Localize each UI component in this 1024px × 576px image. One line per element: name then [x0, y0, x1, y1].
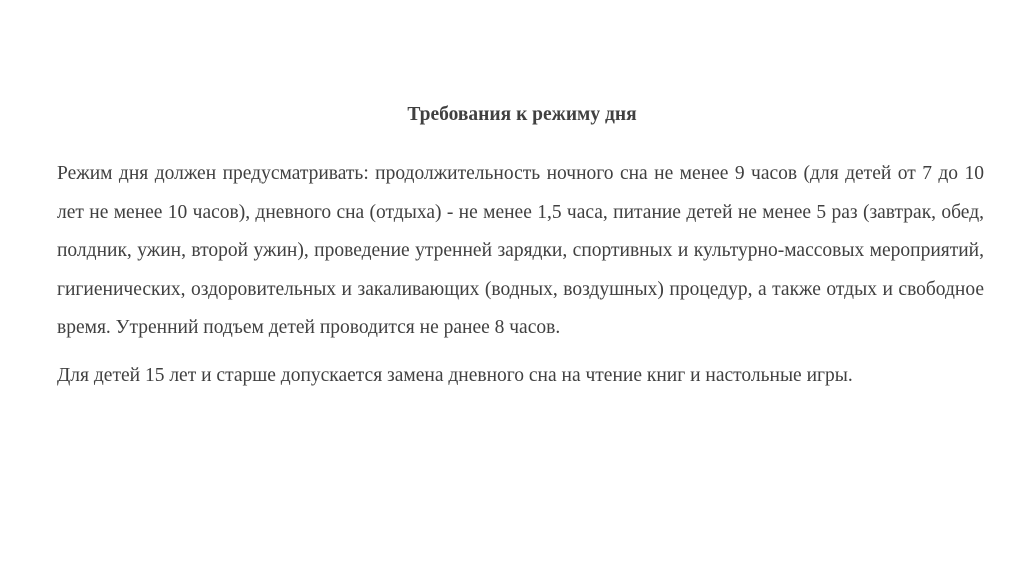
document-title: Требования к режиму дня [407, 104, 637, 125]
paragraph-older-children: Для детей 15 лет и старше допускается замена дневного сна на чтение книг и настольные игры. [57, 364, 853, 386]
paragraph-daily-regime: Режим дня должен предусматривать: продолжительность ночного сна не менее 9 часов (для детей от 7 до 10 лет не менее 10 часов), дневного сна (отдыха) - не менее 1,5 часа, питание детей не менее 5 раз (завтрак, обед, полдник, ужин, второй ужин), проведение утренней зарядки, спортивных и культурно-массовых мероприятий, гигиенических, оздоровительных и закаливающих (водных, воздушных) процедур, а также отдых и свободное время. Утренний подъем детей проводится не ранее 8 часов. [57, 163, 984, 338]
document-body [57, 155, 984, 395]
